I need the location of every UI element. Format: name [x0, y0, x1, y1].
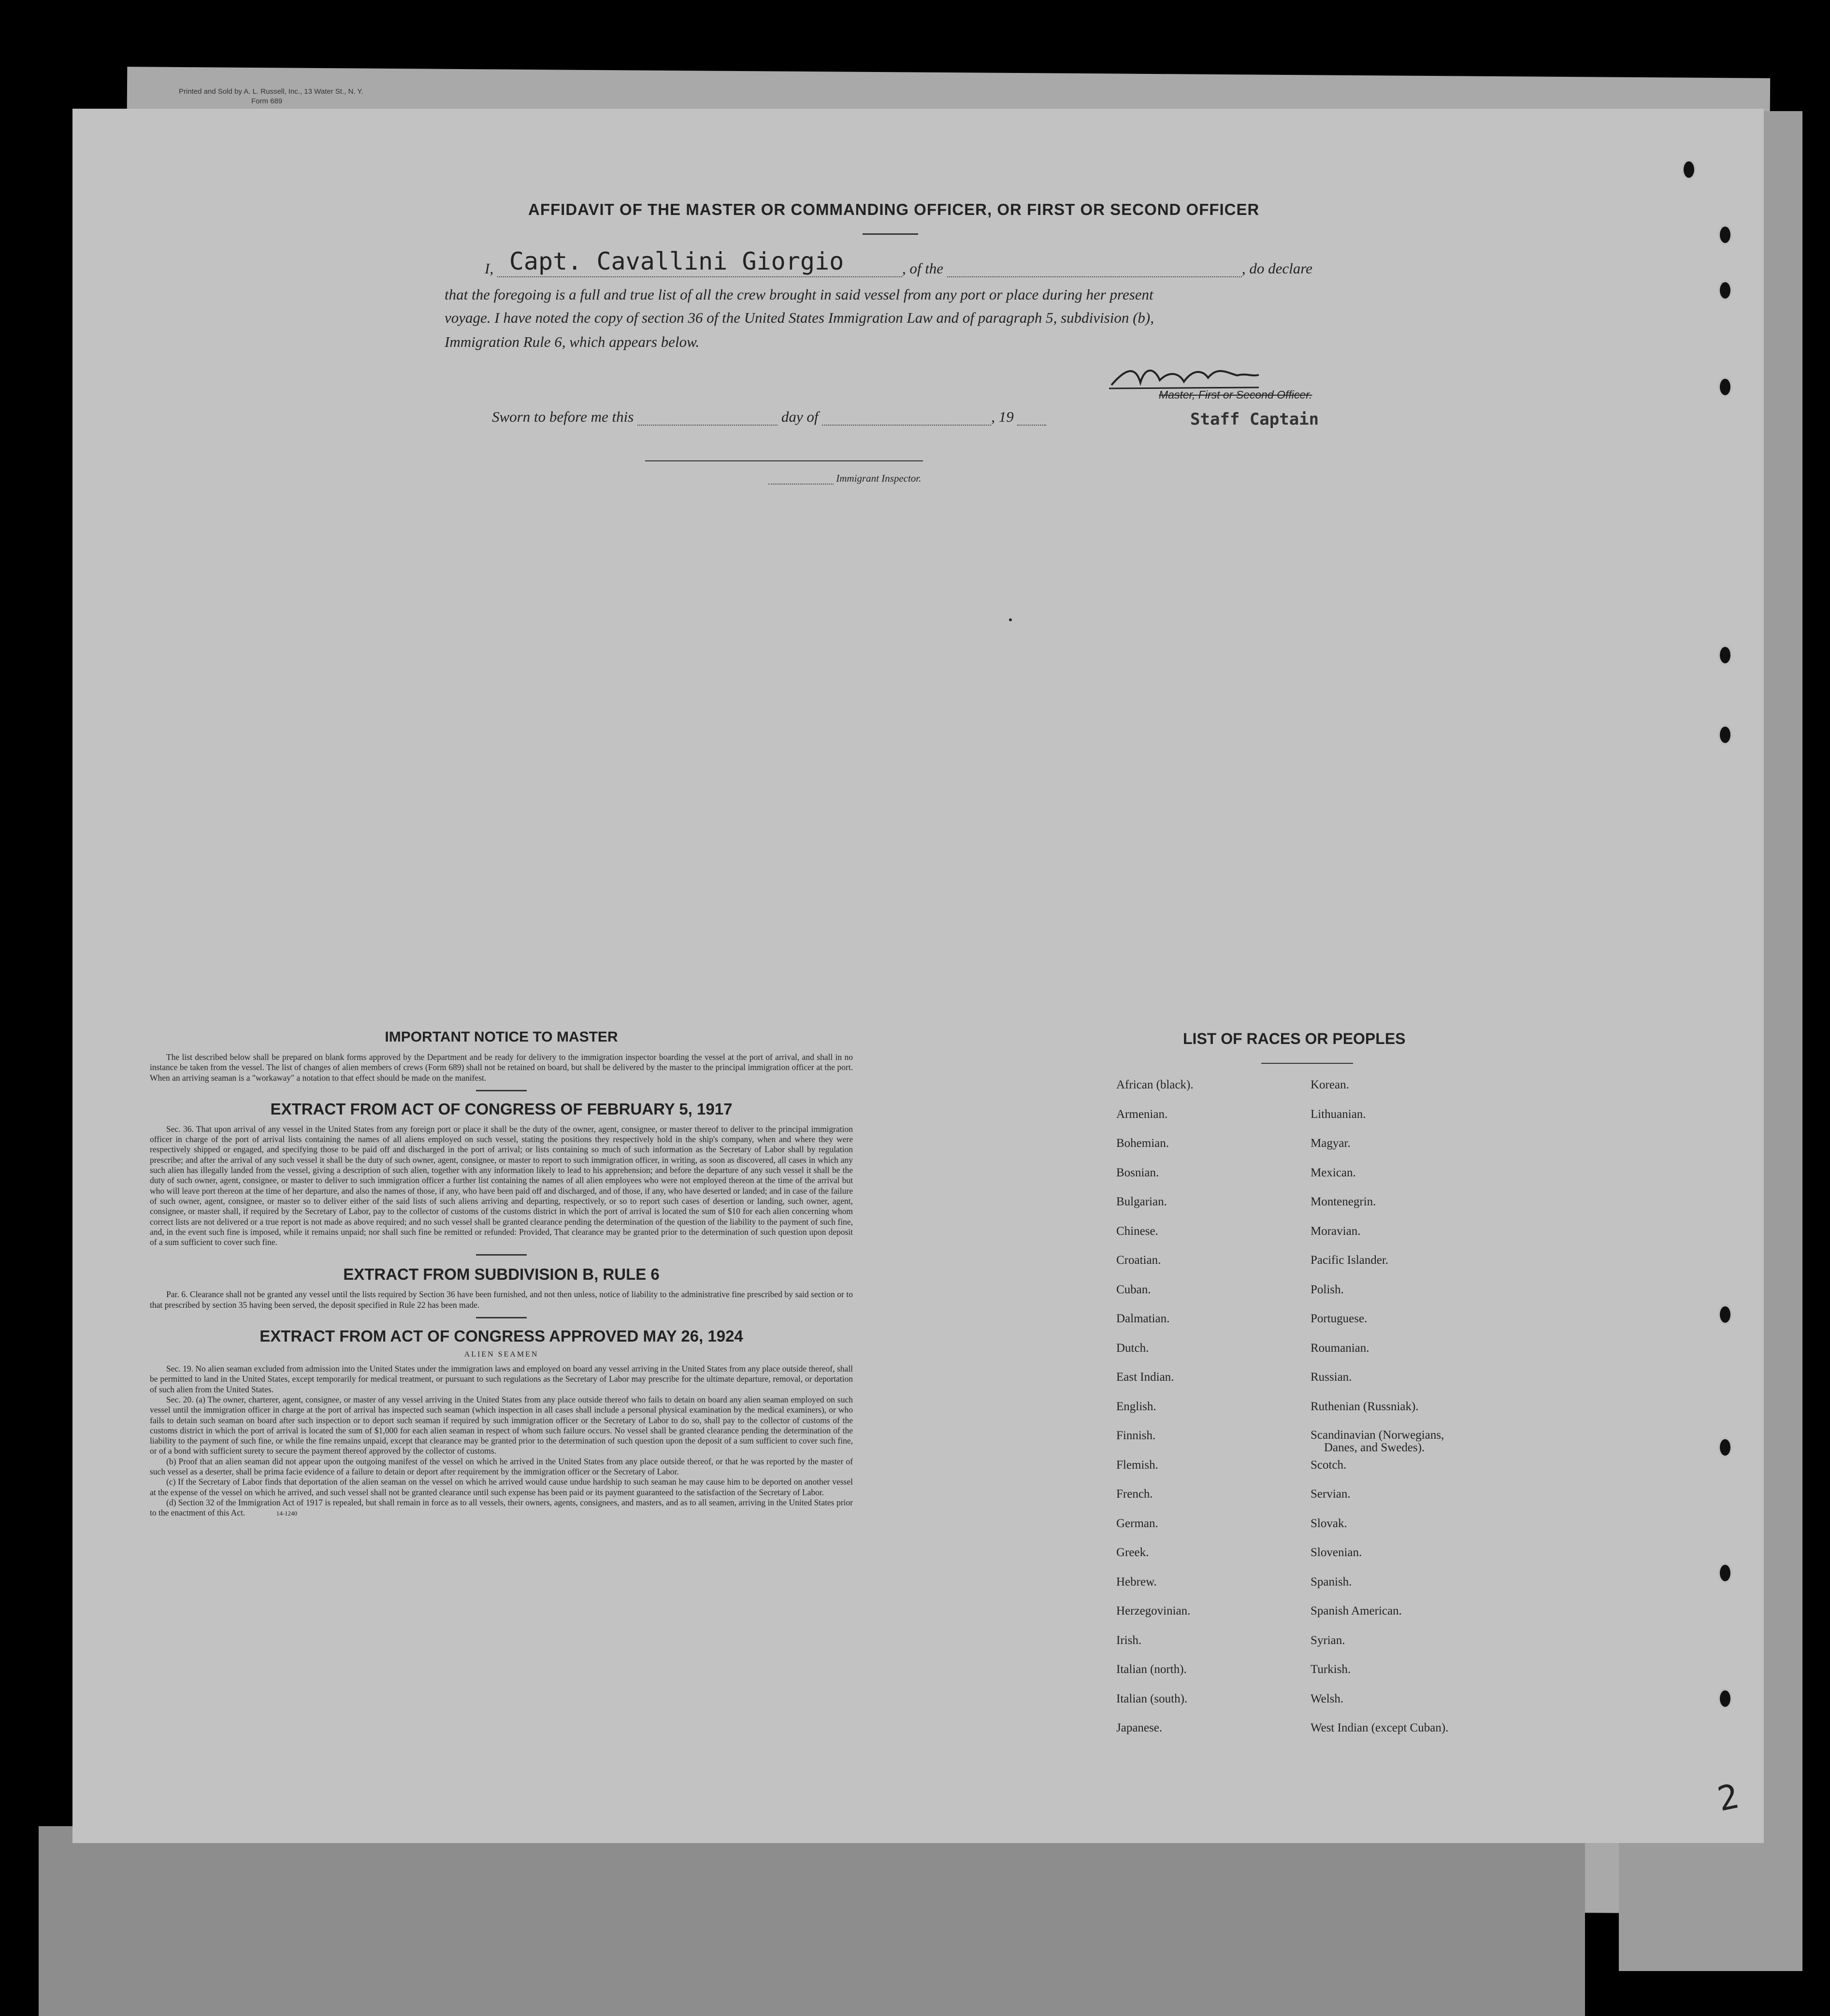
- extract1-title: EXTRACT FROM ACT OF CONGRESS OF FEBRUARY 5, 1917: [270, 1100, 733, 1118]
- divider: [476, 1317, 527, 1318]
- background-sheet-bottom: [39, 1826, 1585, 2016]
- punch-hole: [1718, 725, 1732, 745]
- race-item: Pacific Islander.: [1311, 1254, 1389, 1267]
- punch-hole: [1718, 225, 1732, 245]
- extract3-p4: (c) If the Secretary of Labor finds that deportation of the alien seaman on the vessel on which he arrived would cause undue hardship to such seaman he may cause him to be deported on another vessel at the expense of the vessel on which he arrived, and such vessel shall not be granted clearance until such expense has been paid or its payment guaranteed to the satisfaction of the Secretary of Labor.: [150, 1477, 853, 1497]
- race-item: Turkish.: [1311, 1663, 1351, 1676]
- year-prefix: , 19: [991, 408, 1014, 425]
- name-field: [497, 247, 902, 277]
- extract3-p3: (b) Proof that an alien seaman did not appear upon the outgoing manifest of the vessel on which he arrived in the United States from any place outside thereof, or that he was reported by the master of such vessel as a deserter, shall be prima facie evidence of a failure to detain or deport after requirement by the immigration officer or the Secretary of Labor.: [150, 1456, 853, 1477]
- notice-title: IMPORTANT NOTICE TO MASTER: [385, 1029, 618, 1045]
- document-page: [72, 109, 1764, 1843]
- race-item: Bosnian.: [1116, 1166, 1159, 1179]
- inspector-signature-line: [645, 460, 923, 461]
- race-item: African (black).: [1116, 1078, 1194, 1091]
- race-item: Spanish American.: [1311, 1604, 1402, 1617]
- do-declare-label: , do declare: [1241, 260, 1312, 277]
- punch-hole: [1718, 1304, 1732, 1325]
- race-item-line: Scandinavian (Norwegians,: [1311, 1429, 1444, 1442]
- race-item: Finnish.: [1116, 1429, 1156, 1442]
- race-item: Dalmatian.: [1116, 1312, 1170, 1325]
- race-item-line: Danes, and Swedes).: [1324, 1441, 1425, 1454]
- extract2-title: EXTRACT FROM SUBDIVISION B, RULE 6: [343, 1265, 660, 1284]
- race-item: Lithuanian.: [1311, 1107, 1366, 1121]
- affidavit-title: AFFIDAVIT OF THE MASTER OR COMMANDING OFFICER, OR FIRST OR SECOND OFFICER: [528, 200, 1260, 218]
- race-item: Chinese.: [1116, 1224, 1158, 1238]
- sworn-month-field: [822, 412, 991, 426]
- races-right-column: [1311, 1078, 1448, 1751]
- race-item: West Indian (except Cuban).: [1311, 1721, 1449, 1734]
- inspector-line: [768, 472, 921, 485]
- sworn-prefix: Sworn to before me this: [492, 408, 634, 425]
- notice-text: The list described below shall be prepared on blank forms approved by the Department and be ready for delivery to the immigration inspector boarding the vessel at the port of arrival, and shall in no instance be taken from the vessel. The list of changes of alien members of crews (Form 689) shall not be retained on board, but shall be delivered by the master to the principal immigration officer at the port. When an arriving seaman is a "workaway" a notation to that effect should be made on the manifest.: [150, 1052, 853, 1083]
- race-item: Flemish.: [1116, 1458, 1158, 1472]
- captain-name: Capt. Cavallini Giorgio: [509, 247, 844, 275]
- race-item: Cuban.: [1116, 1283, 1151, 1296]
- page-number-mark: 2: [1714, 1776, 1743, 1819]
- race-item: Japanese.: [1116, 1721, 1163, 1734]
- notice-section: [150, 1029, 853, 1519]
- race-item: Russian.: [1311, 1371, 1352, 1384]
- race-item: Roumanian.: [1311, 1341, 1369, 1355]
- race-item: Portuguese.: [1311, 1312, 1368, 1325]
- extract3-p2: Sec. 20. (a) The owner, charterer, agent, consignee, or master of any vessel arriving in the United States from any place outside thereof who fails to detain on board any alien seaman employed on such vessel until the immigration officer in charge at the port of arrival has inspected such seaman (which inspection in all cases shall include a personal physical examination by the medical examiners), or who fails to detain such seaman on board after such inspection or to deport such seaman if required by such immigration officer or the Secretary of Labor to do so, shall pay to the collector of customs of the customs district in which the port of arrival is located the sum of $1,000 for each alien seaman in respect of whom such failure occurs. No vessel shall be granted clearance pending the determination of the liability to the payment of such fine, or while the fine remains unpaid, except that clearance may be granted prior to the determination of such question upon the deposit of a sum sufficient to cover such fine, or of a bond with sufficient surety to secure the payment thereof approved by the collector of customs.: [150, 1394, 853, 1456]
- race-item: French.: [1116, 1487, 1153, 1501]
- race-item: Herzegovinian.: [1116, 1604, 1191, 1617]
- inspector-label: Immigrant Inspector.: [836, 472, 922, 484]
- punch-hole: [1718, 1437, 1732, 1458]
- race-item: Slovak.: [1311, 1516, 1347, 1530]
- punch-hole: [1718, 645, 1732, 665]
- race-item: Armenian.: [1116, 1107, 1168, 1121]
- extract3-title: EXTRACT FROM ACT OF CONGRESS APPROVED MAY 26, 1924: [259, 1327, 743, 1345]
- sworn-line: [492, 408, 1046, 426]
- form-code: 14-1240: [276, 1510, 298, 1517]
- affidavit-line-4: Immigration Rule 6, which appears below.: [445, 333, 700, 350]
- printer-line: Printed and Sold by A. L. Russell, Inc., 13 Water St., N. Y.: [179, 87, 363, 96]
- sworn-day-field: [637, 412, 778, 426]
- race-item: Magyar.: [1311, 1137, 1351, 1150]
- extract3-p5-text: (d) Section 32 of the Immigration Act of 1917 is repealed, but shall remain in force as to all vessels, their owners, agents, consignees, and masters, and as to all seamen, arriving in the United States prior to the enactment of this Act.: [150, 1497, 853, 1518]
- race-item: Croatian.: [1116, 1254, 1161, 1267]
- race-item: Spanish.: [1311, 1575, 1352, 1588]
- races-title: LIST OF RACES OR PEOPLES: [1183, 1030, 1406, 1047]
- race-item: Italian (north).: [1116, 1663, 1187, 1676]
- races-divider: [1261, 1063, 1353, 1064]
- extract2-text: Par. 6. Clearance shall not be granted any vessel until the lists required by Section 36 have been furnished, and not then unless, notice of liability to the administrative fine prescribed by said section or to that prescribed by section 35 having been served, the deposit specified in Rule 22 has been made.: [150, 1289, 853, 1310]
- race-item: Bulgarian.: [1116, 1195, 1167, 1208]
- extract3-subtitle: ALIEN SEAMEN: [464, 1350, 539, 1359]
- punch-hole: [1718, 1563, 1732, 1583]
- punch-hole: [1718, 280, 1732, 300]
- day-of-label: day of: [781, 408, 819, 425]
- race-item: Polish.: [1311, 1283, 1344, 1296]
- affidavit-line-1: [485, 247, 1312, 277]
- race-item: Irish.: [1116, 1633, 1142, 1647]
- race-item: Korean.: [1311, 1078, 1349, 1091]
- race-item: Moravian.: [1311, 1224, 1361, 1238]
- punch-hole: [1718, 377, 1732, 397]
- race-item: English.: [1116, 1400, 1156, 1413]
- race-item: Greek.: [1116, 1546, 1149, 1559]
- printer-imprint: [179, 87, 363, 106]
- officer-signature: [1107, 363, 1261, 392]
- affidavit-line-2: that the foregoing is a full and true list of all the crew brought in said vessel from any port or place during her present: [445, 286, 1153, 303]
- divider: [476, 1090, 527, 1091]
- divider: [476, 1254, 527, 1256]
- race-item: Scotch.: [1311, 1458, 1347, 1472]
- of-the-label: , of the: [902, 260, 944, 277]
- i-prefix: I,: [485, 260, 494, 277]
- race-item: Slovenian.: [1311, 1546, 1362, 1559]
- affidavit-line-3: voyage. I have noted the copy of section 36 of the United States Immigration Law and of paragraph 5, subdivision (b),: [445, 309, 1154, 326]
- race-item: Servian.: [1311, 1487, 1351, 1501]
- race-item: Mexican.: [1311, 1166, 1356, 1179]
- races-left-column: [1116, 1078, 1194, 1751]
- sworn-year-field: [1017, 412, 1046, 426]
- race-item: Welsh.: [1311, 1692, 1344, 1705]
- officer-label: Master, First or Second Officer.: [1159, 388, 1312, 401]
- race-item: Italian (south).: [1116, 1692, 1188, 1705]
- race-item: East Indian.: [1116, 1371, 1174, 1384]
- race-item: Dutch.: [1116, 1341, 1149, 1355]
- title-divider: [863, 233, 918, 235]
- race-item: Bohemian.: [1116, 1137, 1169, 1150]
- race-item: Hebrew.: [1116, 1575, 1157, 1588]
- stray-mark: [1009, 618, 1012, 621]
- inspector-prefix-line: [768, 477, 834, 485]
- race-item: [1311, 1429, 1448, 1458]
- race-item: Montenegrin.: [1311, 1195, 1376, 1208]
- race-item: Syrian.: [1311, 1633, 1345, 1647]
- extract3-p1: Sec. 19. No alien seaman excluded from admission into the United States under the immigration laws and employed on board any vessel arriving in the United States from any place outside thereof, shall be permitted to land in the United States, except temporarily for medical treatment, or pursuant to such regulations as the Secretary of Labor may prescribe for the ultimate departure, removal, or deportation of such alien from the United States.: [150, 1364, 853, 1394]
- form-number: Form 689: [251, 97, 283, 105]
- race-item: German.: [1116, 1516, 1158, 1530]
- extract1-text: Sec. 36. That upon arrival of any vessel in the United States from any foreign port or place it shall be the duty of the owner, agent, consignee, or master thereof to deliver to the principal immigration officer in charge of the port of arrival lists containing the names of all aliens employed on such vessel, stating the positions they respectively hold in the ship's company, when and where they were respectively shipped or engaged, and specifying those to be paid off and discharged in the port of arrival; or lists containing so much of such information as the Secretary of Labor shall by regulation prescribe; and after the arrival of any such vessel it shall be the duty of such owner, agent, consignee, or master to report to such immigration officer, in writing, as soon as discovered, all cases in which any such alien has illegally landed from the vessel, giving a description of such alien, together with any information likely to lead to his apprehension; and before the departure of any such vessel it shall be the duty of such owner, agent, consignee, or master to deliver to such immigration officer a further list containing the names of all alien employees who were not employed thereon at the time of the arrival but who will leave port thereon at the time of her departure, and also the names of those, if any, who have been paid off and discharged, and of those, if any, who have deserted or landed; and in case of the failure of such owner, agent, consignee, or master so to deliver either of the said lists of such aliens arriving and departing, respectively, or so to report such cases of desertion or landing, such owner, agent, consignee, or master shall, if required by the Secretary of Labor, pay to the collector of customs of the customs district in which the port of arrival is located the sum of $10 for each alien concerning whom correct lists are not delivered or a true report is not made as above required; and no such vessel shall be granted clearance pending the determination of the question of the liability to the payment of such fine, and, in the event such fine is imposed, while it remains unpaid; nor shall such fine be remitted or refunded: Provided, That clearance may be granted prior to the determination of such question upon deposit of a sum sufficient to cover such fine.: [150, 1124, 853, 1247]
- race-item: Ruthenian (Russniak).: [1311, 1400, 1419, 1413]
- punch-hole: [1682, 159, 1696, 180]
- punch-hole: [1718, 1688, 1732, 1709]
- staff-captain-stamp: Staff Captain: [1190, 410, 1319, 429]
- vessel-field: [947, 264, 1242, 277]
- extract3-p5: [150, 1498, 853, 1519]
